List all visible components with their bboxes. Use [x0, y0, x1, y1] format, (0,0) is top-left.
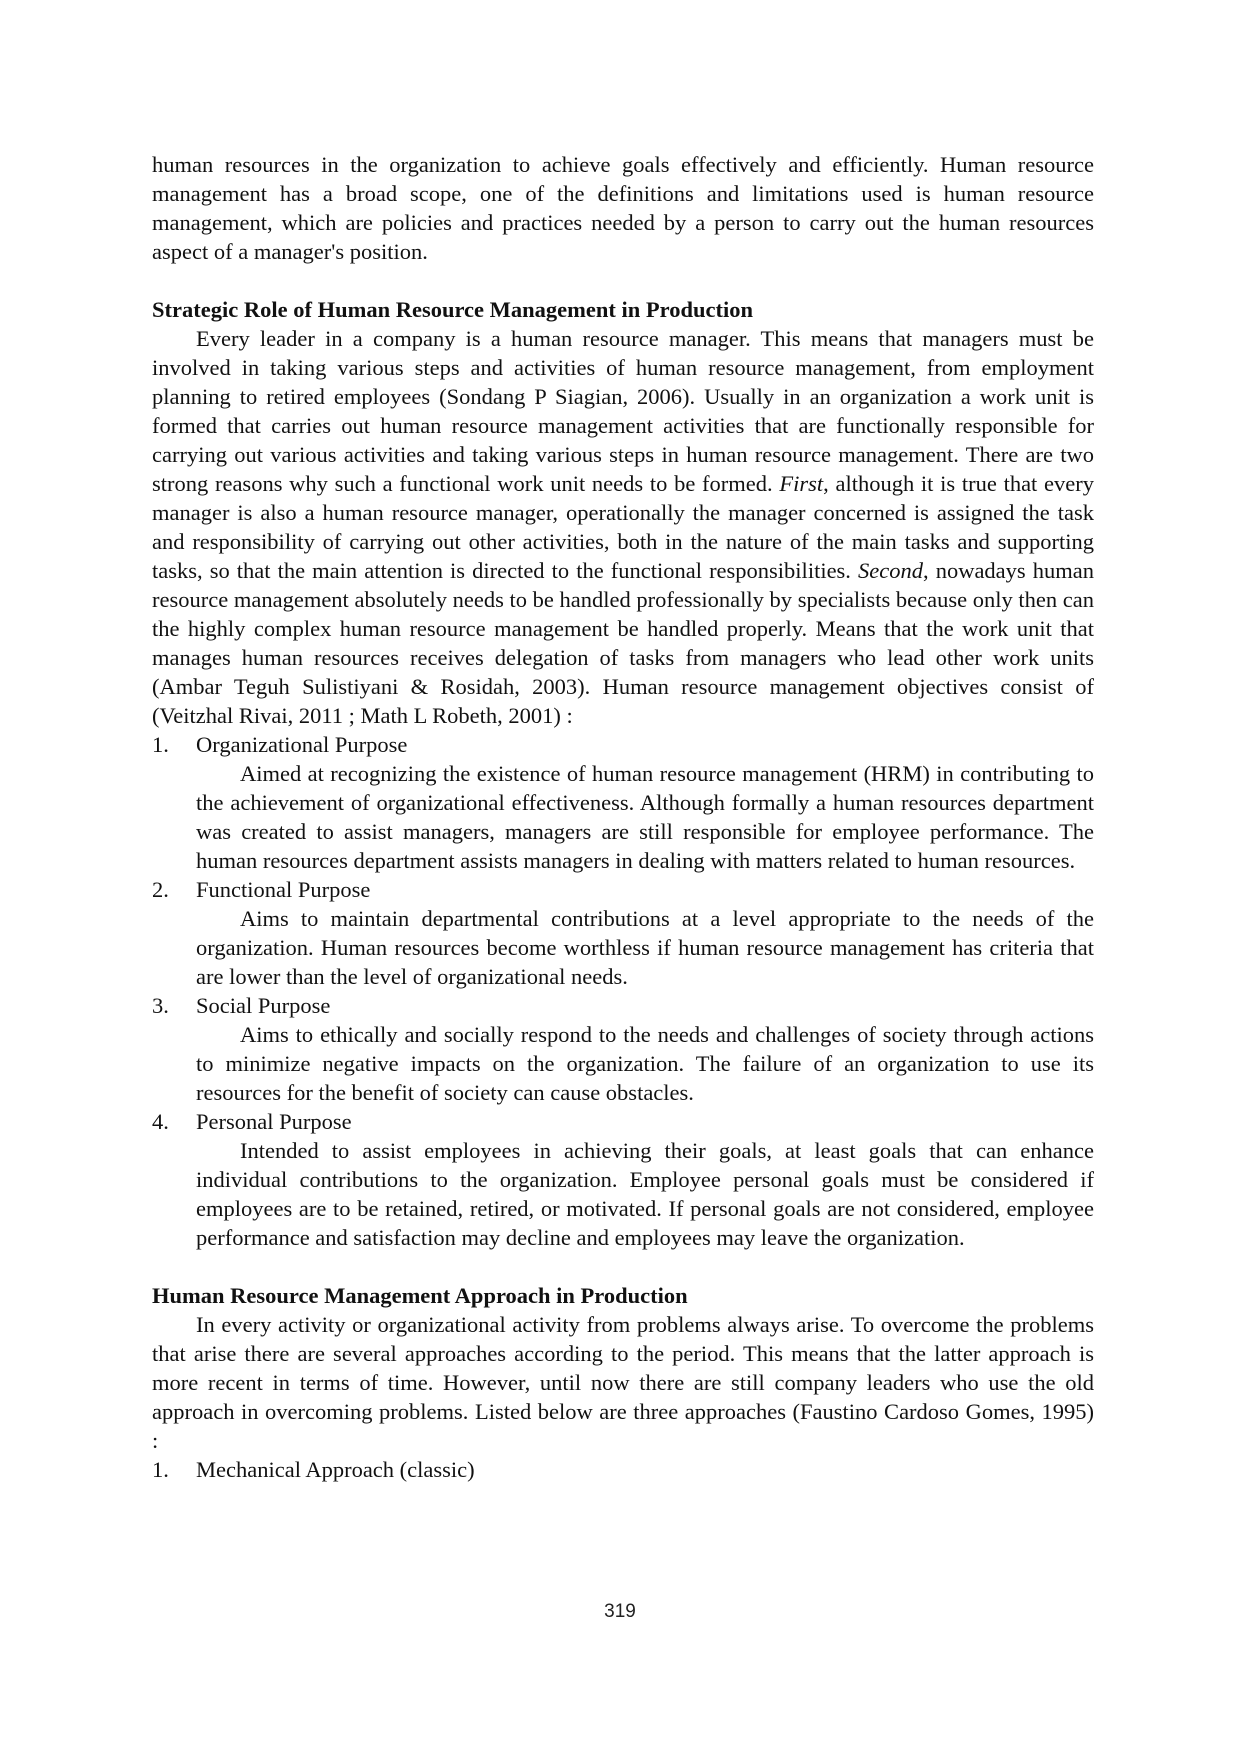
- list-item-number: 2.: [152, 877, 169, 902]
- list-item-text: Intended to assist employees in achieving their goals, at least goals that can enhance individual contributions to the organization. Employee personal goals must be considered if employees are to be retained, retired, or motivated. If personal goals are not considered, employee performance and satisfaction may decline and employees may leave the organization.: [196, 1138, 1094, 1250]
- list-item-title: Functional Purpose: [196, 877, 371, 902]
- section-heading-strategic-role: Strategic Role of Human Resource Management in Production: [152, 297, 753, 322]
- approaches-list: [152, 1455, 1094, 1484]
- list-item: [152, 875, 1094, 991]
- list-item-title: Organizational Purpose: [196, 732, 408, 757]
- list-item: [152, 1107, 1094, 1252]
- list-item-number: 1.: [152, 732, 169, 757]
- paragraph-text-part: , nowadays human resource management absolutely needs to be handled professionally by specialists because only then can the highly complex human resource management be handled properly. Means that the work unit that manages human resources receives delegation of tasks from managers who lead other work units (Ambar Teguh Sulistiyani & Rosidah, 2003). Human resource management objectives consist of (Veitzhal Rivai, 2011 ; Math L Robeth, 2001) :: [152, 558, 1094, 728]
- objectives-list: [152, 730, 1094, 1252]
- list-item-text: Aims to maintain departmental contributions at a level appropriate to the needs of the organization. Human resources become worthless if human resource management has criteria that are lower than the level of organizational needs.: [196, 906, 1094, 989]
- section-heading-approach: Human Resource Management Approach in Production: [152, 1283, 688, 1308]
- list-item-title: Mechanical Approach (classic): [196, 1457, 475, 1482]
- list-item: [152, 991, 1094, 1107]
- emphasis-second: Second: [858, 558, 923, 583]
- paragraph-text-part: , although it is true that every manager is also a human resource manager, operationally the manager concerned is assigned the task and responsibility of carrying out other activities, both in the nature of the main tasks and supporting tasks, so that the main attention is directed to the functional responsibilities.: [152, 471, 1094, 583]
- strategic-role-paragraph: [152, 324, 1094, 730]
- page-body: [152, 150, 1094, 1484]
- list-item-text: Aimed at recognizing the existence of human resource management (HRM) in contributing to the achievement of organizational effectiveness. Although formally a human resources department was created to assist managers, managers are still responsible for employee performance. The human resources department assists managers in dealing with matters related to human resources.: [196, 761, 1094, 873]
- list-item-number: 1.: [152, 1457, 169, 1482]
- list-item-text: Aims to ethically and socially respond to the needs and challenges of society through actions to minimize negative impacts on the organization. The failure of an organization to use its resources for the benefit of society can cause obstacles.: [196, 1022, 1094, 1105]
- list-item: [152, 1455, 1094, 1484]
- list-item-number: 3.: [152, 993, 169, 1018]
- list-item-title: Social Purpose: [196, 993, 331, 1018]
- list-item-title: Personal Purpose: [196, 1109, 352, 1134]
- list-item-number: 4.: [152, 1109, 169, 1134]
- emphasis-first: First: [779, 471, 824, 496]
- approach-paragraph: In every activity or organizational activity from problems always arise. To overcome the problems that arise there are several approaches according to the period. This means that the latter approach is more recent in terms of time. However, until now there are still company leaders who use the old approach in overcoming problems. Listed below are three approaches (Faustino Cardoso Gomes, 1995) :: [152, 1312, 1094, 1453]
- intro-paragraph: human resources in the organization to achieve goals effectively and efficiently. Human resource management has a broad scope, one of the definitions and limitations used is human resource management, which are policies and practices needed by a person to carry out the human resources aspect of a manager's position.: [152, 152, 1094, 264]
- paragraph-text-part: Every leader in a company is a human resource manager. This means that managers must be involved in taking various steps and activities of human resource management, from employment planning to retired employees (Sondang P Siagian, 2006). Usually in an organization a work unit is formed that carries out human resource management activities that are functionally responsible for carrying out various activities and taking various steps in human resource management. There are two strong reasons why such a functional work unit needs to be formed.: [152, 326, 1094, 496]
- page-number: 319: [604, 1601, 636, 1622]
- list-item: [152, 730, 1094, 875]
